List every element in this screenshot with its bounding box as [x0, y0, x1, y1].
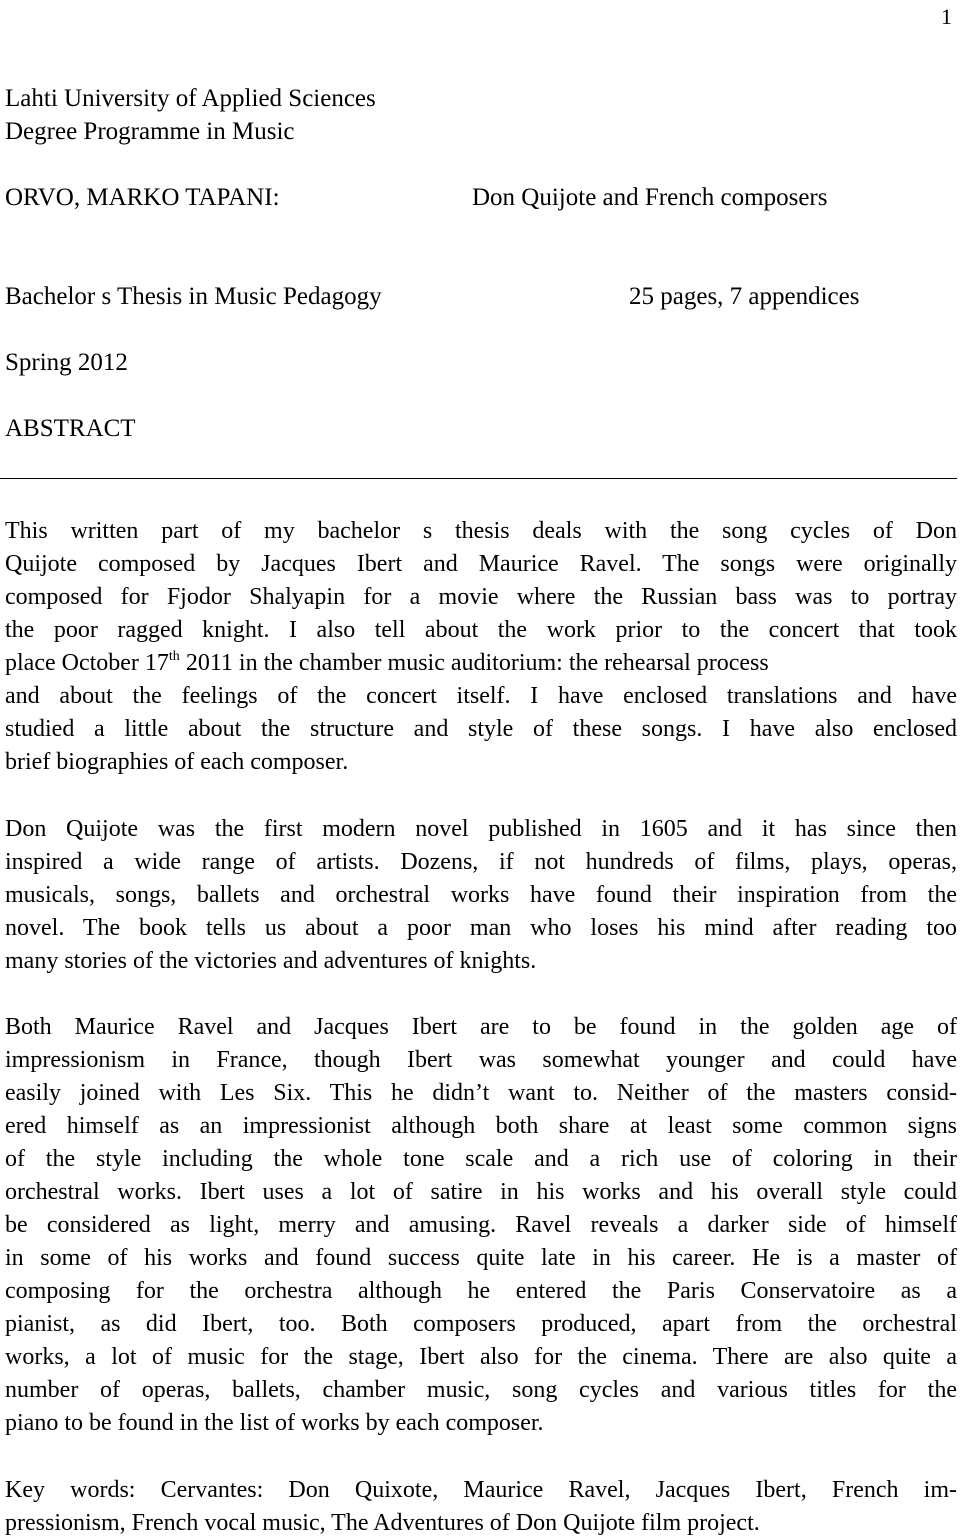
text-line: studied a little about the structure and style of these songs. I have also enclosed	[5, 716, 957, 742]
text-line: be considered as light, merry and amusing. Ravel reveals a darker side of himself	[5, 1212, 957, 1238]
text-line: easily joined with Les Six. This he didn’t want to. Neither of the masters consid-	[5, 1080, 957, 1106]
header-divider	[0, 478, 957, 479]
section-heading: ABSTRACT	[5, 415, 136, 442]
author-name: ORVO, MARKO TAPANI:	[5, 184, 280, 211]
superscript: th	[168, 649, 180, 664]
text-line: piano to be found in the list of works by each composer.	[5, 1410, 544, 1436]
degree-programme: Degree Programme in Music	[5, 118, 295, 145]
text-line-with-superscript	[5, 647, 957, 680]
text-line: number of operas, ballets, chamber music, song cycles and various titles for the	[5, 1377, 957, 1403]
text-line: This written part of my bachelor s thesis deals with the song cycles of Don	[5, 518, 957, 544]
text-line: Both Maurice Ravel and Jacques Ibert are to be found in the golden age of	[5, 1014, 957, 1040]
text-line: of the style including the whole tone scale and a rich use of coloring in their	[5, 1146, 957, 1172]
text-line: musicals, songs, ballets and orchestral works have found their inspiration from the	[5, 882, 957, 908]
text-line: many stories of the victories and adventures of knights.	[5, 948, 537, 974]
text-line: impressionism in France, though Ibert was somewhat younger and could have	[5, 1047, 957, 1073]
abstract-paragraph-3	[5, 1011, 957, 1440]
text-line: brief biographies of each composer.	[5, 749, 349, 775]
institution-name: Lahti University of Applied Sciences	[5, 85, 376, 112]
text-line: composing for the orchestra although he entered the Paris Conservatoire as a	[5, 1278, 957, 1304]
text-line: orchestral works. Ibert uses a lot of satire in his works and his overall style could	[5, 1179, 957, 1205]
text-line: pianist, as did Ibert, too. Both composers produced, apart from the orchestral	[5, 1311, 957, 1337]
text-fragment: 2011 in the chamber music auditorium: the rehearsal process	[179, 650, 769, 676]
text-line: works, a lot of music for the stage, Ibert also for the cinema. There are also quite a	[5, 1344, 957, 1370]
text-line: pressionism, French vocal music, The Adventures of Don Quijote film project.	[5, 1510, 760, 1536]
abstract-paragraph-1	[5, 515, 957, 779]
text-line: Key words: Cervantes: Don Quixote, Maurice Ravel, Jacques Ibert, French im-	[5, 1477, 957, 1503]
text-line: the poor ragged knight. I also tell about the work prior to the concert that took	[5, 617, 957, 643]
text-line: and about the feelings of the concert itself. I have enclosed translations and have	[5, 683, 957, 709]
text-line: ered himself as an impressionist although both share at least some common signs	[5, 1113, 957, 1139]
text-line: composed for Fjodor Shalyapin for a movie where the Russian bass was to portray	[5, 584, 957, 610]
text-line: inspired a wide range of artists. Dozens, if not hundreds of films, plays, operas,	[5, 849, 957, 875]
text-line: novel. The book tells us about a poor man who loses his mind after reading too	[5, 915, 957, 941]
term: Spring 2012	[5, 349, 128, 376]
keywords	[5, 1474, 957, 1540]
text-line: in some of his works and found success quite late in his career. He is a master of	[5, 1245, 957, 1271]
text-fragment: place October 17	[5, 650, 169, 676]
text-line: Don Quijote was the first modern novel published in 1605 and it has since then	[5, 816, 957, 842]
text-line: Quijote composed by Jacques Ibert and Maurice Ravel. The songs were originally	[5, 551, 957, 577]
abstract-paragraph-2	[5, 813, 957, 978]
thesis-type: Bachelor s Thesis in Music Pedagogy	[5, 283, 382, 310]
thesis-title: Don Quijote and French composers	[472, 184, 828, 211]
page-number: 1	[941, 4, 952, 29]
page-count: 25 pages, 7 appendices	[629, 283, 860, 310]
